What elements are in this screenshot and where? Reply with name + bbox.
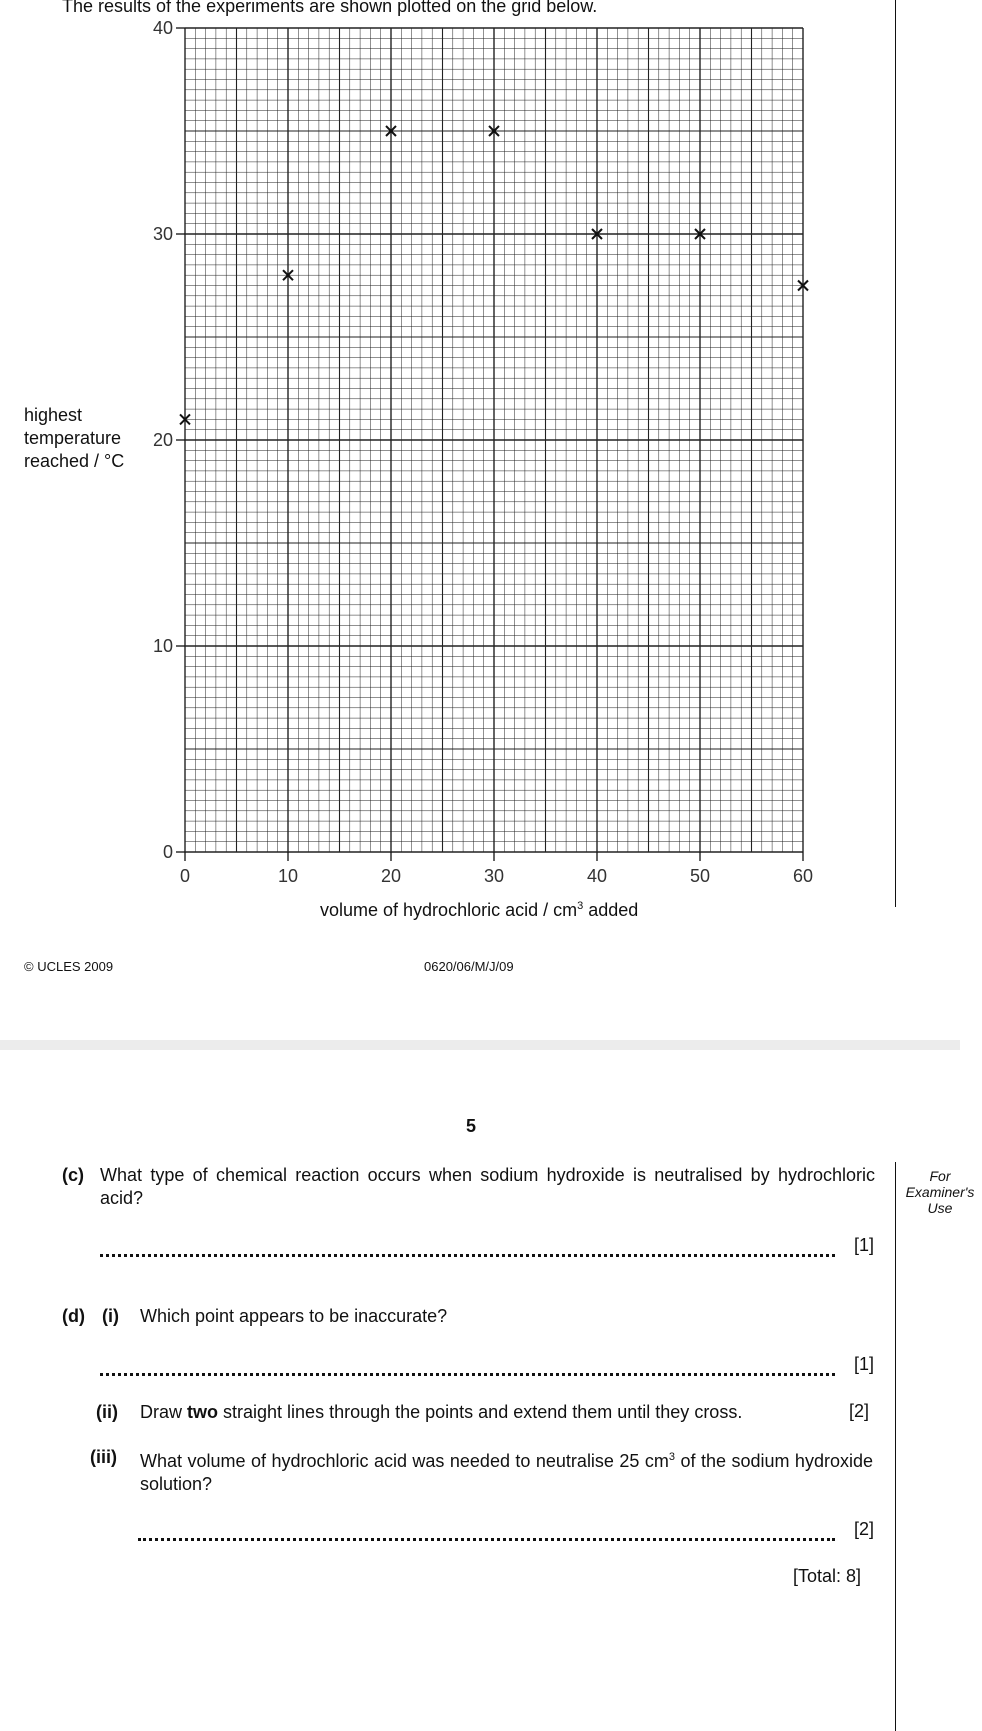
question-d-iii-text [140, 1446, 873, 1496]
y-axis-label-line: reached / °C [24, 451, 125, 471]
question-d-i-text: Which point appears to be inaccurate? [140, 1306, 448, 1326]
examiner-text: Use [927, 1200, 953, 1216]
y-axis-label-line: temperature [24, 428, 122, 448]
examiner-use-label [898, 1168, 982, 1216]
question-d-iii-label: (iii) [90, 1447, 117, 1467]
mark-c: [1] [854, 1235, 875, 1255]
examiner-text: For [929, 1168, 951, 1184]
examiner-text: Examiner's [905, 1184, 975, 1200]
d-ii-text-pre: Draw [140, 1402, 188, 1422]
y-tick-label: 10 [152, 636, 173, 656]
margin-rule [895, 1162, 896, 1731]
x-axis-label-suffix: added [583, 900, 639, 920]
x-axis-label-text: volume of hydrochloric acid / cm [320, 900, 578, 920]
y-tick-label: 20 [152, 430, 173, 450]
x-tick-label: 10 [277, 866, 299, 886]
d-iii-text-post: of the sodium hydroxide solution? [140, 1451, 873, 1494]
x-tick-label: 40 [586, 866, 608, 886]
x-tick-label: 30 [483, 866, 505, 886]
question-c-text: What type of chemical reaction occurs when sodium hydroxide is neutralised by hydrochloric acid? [100, 1165, 875, 1208]
question-d-label: (d) [62, 1306, 85, 1326]
y-axis-label-line: highest [24, 405, 83, 425]
intro-text: The results of the experiments are shown plotted on the grid below. [62, 0, 598, 16]
question-c-label: (c) [62, 1165, 84, 1185]
margin-rule [895, 0, 896, 907]
answer-line-d-iii[interactable] [138, 1538, 835, 1541]
page-number: 5 [466, 1116, 477, 1136]
y-axis-label [24, 404, 124, 473]
y-tick-label: 30 [152, 224, 173, 244]
x-axis-label-sup: 3 [577, 900, 584, 912]
answer-line-c[interactable] [100, 1254, 835, 1257]
x-tick-label: 60 [792, 866, 814, 886]
d-ii-text-bold: two [187, 1402, 219, 1422]
d-ii-text-post: straight lines through the points and extend them until they cross. [218, 1402, 743, 1422]
question-d-i-label: (i) [102, 1306, 119, 1326]
copyright: © UCLES 2009 [24, 959, 114, 974]
x-axis-label [320, 900, 638, 921]
x-tick-label: 50 [689, 866, 711, 886]
question-d-ii-label: (ii) [96, 1402, 118, 1422]
x-tick-label: 0 [179, 866, 191, 886]
y-tick-label: 40 [152, 18, 173, 38]
mark-d-ii: [2] [849, 1401, 870, 1421]
total-marks: [Total: 8] [793, 1566, 862, 1586]
mark-d-iii: [2] [854, 1519, 875, 1539]
x-tick-label: 20 [380, 866, 402, 886]
answer-line-d-i[interactable] [100, 1373, 835, 1376]
y-tick-label: 0 [162, 842, 173, 862]
d-iii-text-sup: 3 [668, 1451, 676, 1463]
mark-d-i: [1] [854, 1354, 875, 1374]
paper-code: 0620/06/M/J/09 [424, 959, 514, 974]
question-d-ii-text [140, 1401, 742, 1424]
page-separator [0, 1040, 960, 1050]
d-iii-text-pre: What volume of hydrochloric acid was needed to neutralise 25 cm [140, 1451, 669, 1471]
